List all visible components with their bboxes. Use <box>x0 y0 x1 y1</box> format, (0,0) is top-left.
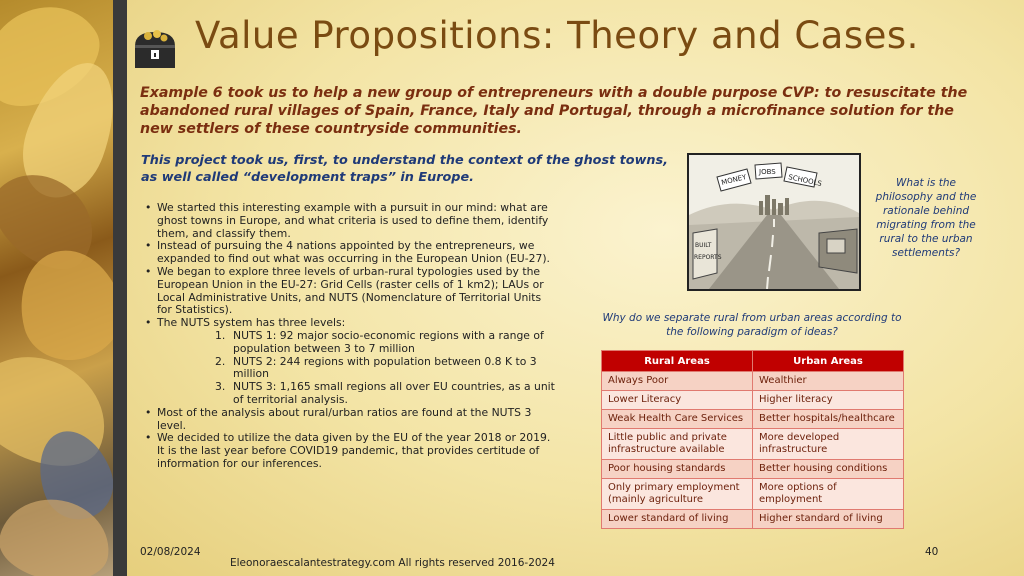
slide-footer: Eleonoraescalantestrategy.com All rights reserved 2016-2024 <box>230 557 555 569</box>
table-header-row <box>602 351 904 372</box>
table-cell: Better hospitals/healthcare <box>753 410 904 429</box>
bullet-item: • We decided to utilize the data given by the EU of the year 2018 or 2019. It is the last year before COVID19 pandemic, that provides certitude of information for our inferences. <box>145 432 555 470</box>
bullet-item: • Most of the analysis about rural/urban ratios are found at the NUTS 3 level. <box>145 407 555 433</box>
sign-reports-text: REPORTS <box>694 254 722 261</box>
bullet-item: • Instead of pursuing the 4 nations appointed by the entrepreneurs, we expanded to find out what was occurring in the European Union (EU-27). <box>145 240 555 266</box>
bullet-item: • We began to explore three levels of urban-rural typologies used by the European Union in the EU-27: Grid Cells (raster cells of 1 km2); LAUs or Local Administrative Units, and NUTS (Nomenclature of Territorial Units for Statistics). <box>145 266 555 317</box>
table-row <box>602 391 904 410</box>
sign-jobs-text: JOBS <box>759 168 776 176</box>
intro-paragraph: Example 6 took us to help a new group of entrepreneurs with a double purpose CVP: to resuscitate the abandoned rural villages of Spain, France, Italy and Portugal, through a microfinance solution for the new settlers of these countryside communities. <box>140 85 968 137</box>
table-row <box>602 460 904 479</box>
nuts-level-item <box>215 381 555 407</box>
urban-road-sketch-image <box>687 153 861 291</box>
table-cell: Better housing conditions <box>753 460 904 479</box>
bullet-list <box>145 202 555 471</box>
page-number: 40 <box>925 546 939 558</box>
list-number: 1. <box>215 328 226 342</box>
bullet-item <box>145 317 555 407</box>
column-header-rural: Rural Areas <box>602 351 753 372</box>
philosophy-caption: What is the philosophy and the rationale behind migrating from the rural to the urban settlements? <box>875 177 977 259</box>
table-row <box>602 429 904 460</box>
bullet-item: • We started this interesting example with a pursuit in our mind: what are ghost towns in Europe, and what criteria is used to define them, identify them, and classify them. <box>145 202 555 240</box>
nuts-level-text: NUTS 2: 244 regions with population between 0.8 K to 3 million <box>233 354 537 381</box>
table-cell: Weak Health Care Services <box>602 410 753 429</box>
table-cell: Wealthier <box>753 372 904 391</box>
table-row <box>602 410 904 429</box>
table-cell: Little public and private infrastructure available <box>602 429 753 460</box>
nuts-level-text: NUTS 1: 92 major socio-economic regions with a range of population between 3 to 7 million <box>233 328 544 355</box>
sign-schools-text: SCHOOLS <box>787 173 823 189</box>
table-cell: Poor housing standards <box>602 460 753 479</box>
table-cell: More options of employment <box>753 479 904 510</box>
nuts-level-item <box>215 330 555 356</box>
table-row <box>602 479 904 510</box>
table-cell: Higher literacy <box>753 391 904 410</box>
context-subheading: This project took us, first, to understand the context of the ghost towns, as well called “development traps” in Europe. <box>141 153 668 185</box>
rural-urban-table <box>601 350 904 529</box>
table-caption: Why do we separate rural from urban areas according to the following paradigm of ideas? <box>602 312 902 338</box>
nuts-level-item <box>215 356 555 382</box>
sign-money-text: MONEY <box>720 173 748 187</box>
table-cell: Lower Literacy <box>602 391 753 410</box>
table-cell: Lower standard of living <box>602 510 753 529</box>
list-number: 2. <box>215 354 226 368</box>
slide-date: 02/08/2024 <box>140 546 201 558</box>
table-row <box>602 372 904 391</box>
nuts-level-text: NUTS 3: 1,165 small regions all over EU countries, as a unit of territorial analysis. <box>233 380 555 406</box>
table-cell: Always Poor <box>602 372 753 391</box>
decorative-flower-art <box>0 0 113 576</box>
sign-built-text: BUILT <box>695 242 712 249</box>
table-cell: Higher standard of living <box>753 510 904 529</box>
nuts-levels-list <box>157 330 555 407</box>
table-cell: More developed infrastructure <box>753 429 904 460</box>
side-rail <box>113 0 127 576</box>
sketch-illustration <box>689 155 859 289</box>
slide-title: Value Propositions: Theory and Cases. <box>195 14 919 57</box>
column-header-urban: Urban Areas <box>753 351 904 372</box>
table-cell: Only primary employment (mainly agriculture <box>602 479 753 510</box>
bullet-text: The NUTS system has three levels: <box>157 316 346 330</box>
list-number: 3. <box>215 380 226 394</box>
table-row <box>602 510 904 529</box>
treasure-chest-icon <box>130 26 180 70</box>
